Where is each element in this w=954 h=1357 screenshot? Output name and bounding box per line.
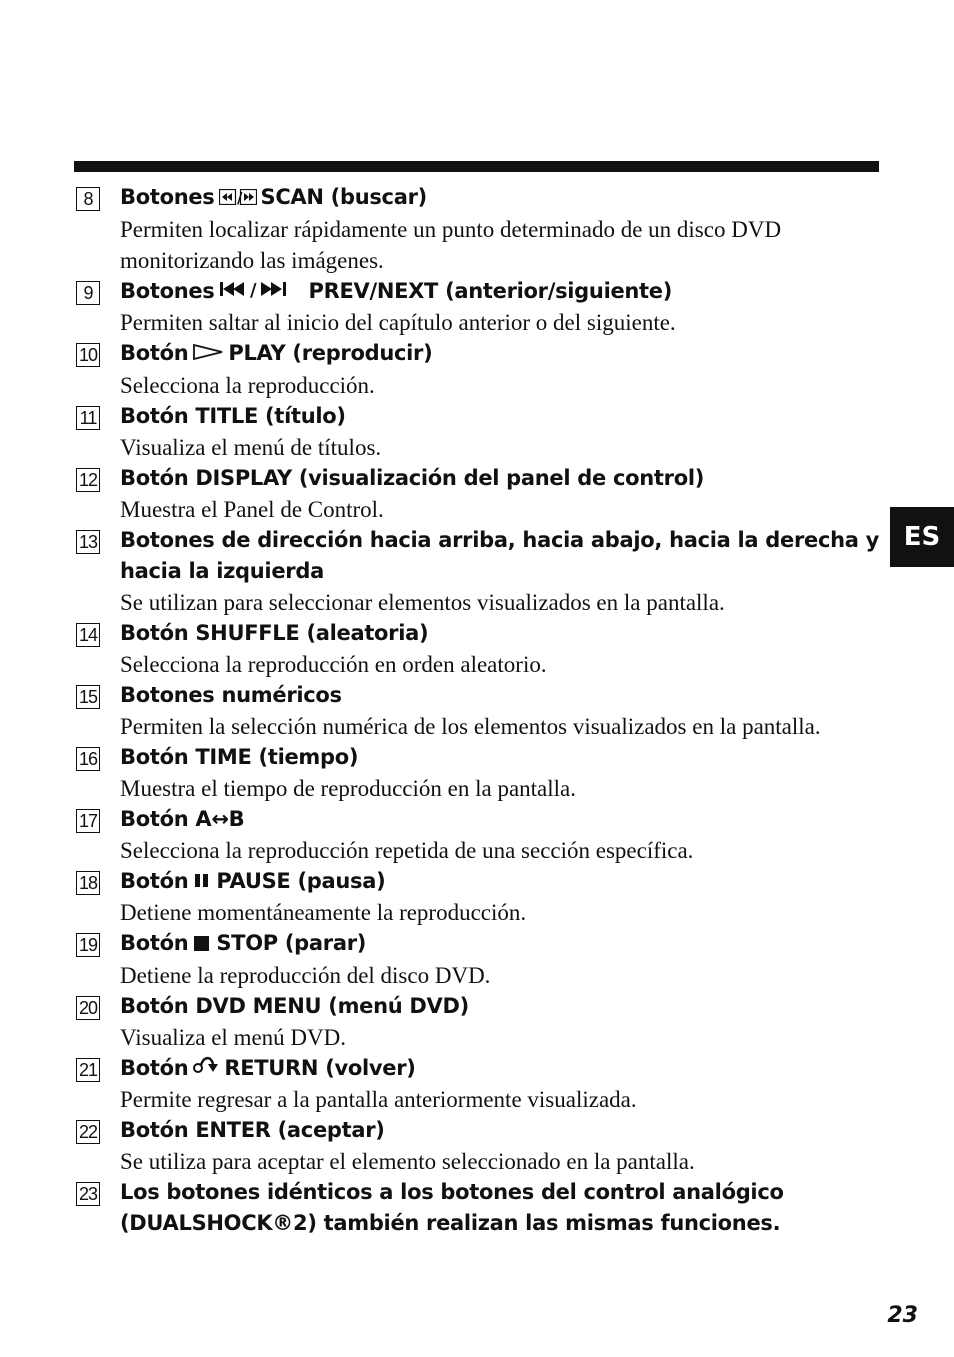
list-item <box>76 1115 886 1177</box>
item-title: Botón PAUSE (pausa) <box>120 866 886 898</box>
item-number: 19 <box>76 933 100 957</box>
prev-next-icon <box>219 276 305 307</box>
page-number: 23 <box>887 1303 918 1328</box>
item-title: Botón PLAY (reproducir) <box>120 338 886 370</box>
svg-text:/: / <box>236 188 242 205</box>
item-number: 12 <box>76 468 100 492</box>
item-description: Se utiliza para aceptar el elemento seleccionado en la pantalla. <box>120 1149 695 1174</box>
item-title: Botón DISPLAY (visualización del panel de control) <box>120 465 705 490</box>
item-number: 10 <box>76 343 100 367</box>
item-title: Botón TIME (tiempo) <box>120 744 359 769</box>
item-title: Botón A↔B <box>120 806 245 831</box>
item-number: 15 <box>76 685 100 709</box>
list-item <box>76 991 886 1053</box>
item-number: 11 <box>76 406 100 430</box>
item-title: Botones de dirección hacia arriba, hacia abajo, hacia la derecha y hacia la izquierda <box>120 527 880 583</box>
item-number: 8 <box>76 187 100 211</box>
top-rule <box>74 161 879 172</box>
item-title: Botón STOP (parar) <box>120 928 886 960</box>
item-description: Permite regresar a la pantalla anteriormente visualizada. <box>120 1087 637 1112</box>
item-description: Detiene la reproducción del disco DVD. <box>120 962 491 988</box>
list-item <box>76 1053 886 1116</box>
item-description: Selecciona la reproducción en orden aleatorio. <box>120 651 547 677</box>
scan-icon <box>219 183 257 214</box>
item-description: Permiten la selección numérica de los elementos visualizados en la pantalla. <box>120 713 821 739</box>
item-number: 18 <box>76 871 100 895</box>
list-item <box>76 804 886 866</box>
item-description: Muestra el Panel de Control. <box>120 496 384 522</box>
item-description: Permiten saltar al inicio del capítulo anterior o del siguiente. <box>120 310 676 335</box>
list-item <box>76 618 886 680</box>
item-number: 14 <box>76 623 100 647</box>
item-description: Visualiza el menú DVD. <box>120 1024 347 1050</box>
item-description: Detiene momentáneamente la reproducción. <box>120 900 527 925</box>
item-number: 21 <box>76 1058 100 1082</box>
item-title: Los botones idénticos a los botones del control analógico (DUALSHOCK®2) también realizan las mismas funciones. <box>120 1180 784 1235</box>
item-description: Se utilizan para seleccionar elementos visualizados en la pantalla. <box>120 589 725 615</box>
stop-icon <box>192 929 212 960</box>
item-description: Selecciona la reproducción. <box>120 372 375 398</box>
item-title: Botones numéricos <box>120 682 342 707</box>
item-description: Visualiza el menú de títulos. <box>120 434 382 460</box>
list-item <box>76 680 886 742</box>
item-title: Botón SHUFFLE (aleatoria) <box>120 620 429 645</box>
item-number: 9 <box>76 281 100 305</box>
language-tab: ES <box>890 507 954 567</box>
item-number: 23 <box>76 1182 100 1206</box>
item-description: Selecciona la reproducción repetida de una sección específica. <box>120 837 694 863</box>
item-title: Botón RETURN (volver) <box>120 1053 886 1085</box>
item-title: Botón ENTER (aceptar) <box>120 1118 385 1142</box>
list-item <box>76 1177 886 1239</box>
list-item <box>76 928 886 991</box>
list-item <box>76 401 886 463</box>
item-description: Permiten localizar rápidamente un punto determinado de un disco DVD monitorizando las imágenes. <box>120 216 782 273</box>
item-number: 17 <box>76 809 100 833</box>
list-item <box>76 338 886 401</box>
pause-icon <box>192 866 212 897</box>
list-item <box>76 182 886 276</box>
item-title: Botón TITLE (título) <box>120 403 346 428</box>
list-item <box>76 742 886 804</box>
list-item <box>76 276 886 339</box>
item-description: Muestra el tiempo de reproducción en la pantalla. <box>120 775 576 801</box>
item-title: Botones / SCAN (buscar) <box>120 182 886 214</box>
item-number: 20 <box>76 996 100 1020</box>
item-number: 22 <box>76 1120 100 1144</box>
list-item <box>76 525 886 618</box>
play-icon <box>192 339 224 370</box>
item-number: 16 <box>76 747 100 771</box>
item-title: Botón DVD MENU (menú DVD) <box>120 993 469 1018</box>
return-icon <box>192 1053 220 1084</box>
item-title: Botones / PREV/NEXT (anterior/siguiente) <box>120 276 886 308</box>
svg-text:/: / <box>249 280 256 298</box>
list-item <box>76 463 886 525</box>
list-item <box>76 866 886 929</box>
item-number: 13 <box>76 530 100 554</box>
button-description-list <box>76 182 886 1239</box>
